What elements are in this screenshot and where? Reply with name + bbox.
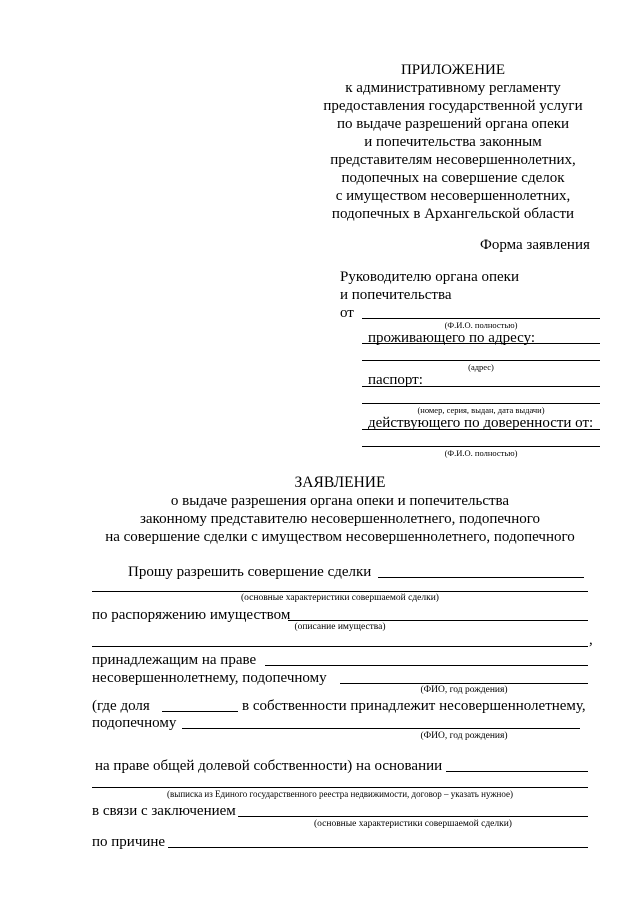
share-field-line[interactable] — [162, 711, 238, 712]
appendix-line: с имуществом несовершеннолетних, — [335, 188, 571, 204]
appendix-line: по выдаче разрешений органа опеки — [336, 116, 570, 132]
owned-text: принадлежащим на праве — [92, 652, 257, 668]
appendix-line: подопечных в Архангельской области — [331, 206, 575, 222]
basis-field-line-2[interactable] — [92, 787, 588, 788]
appendix-line: предоставления государственной услуги — [323, 98, 583, 114]
appendix-line: представителям несовершеннолетних, — [330, 152, 576, 168]
proxy-label: действующего по доверенности от: — [368, 415, 594, 431]
share-rest-text: в собственности принадлежит несовершеннолетнему, — [242, 698, 586, 714]
residing-label: проживающего по адресу: — [368, 330, 536, 346]
passport-label: паспорт: — [368, 372, 423, 388]
fio-caption: (Ф.И.О. полностью) — [444, 320, 518, 330]
appendix-heading: ПРИЛОЖЕНИЕ — [400, 62, 506, 78]
addressee-line: Руководителю органа опеки — [340, 269, 519, 285]
appendix-line: подопечных на совершение сделок — [341, 170, 565, 186]
share-open-text: (где доля — [92, 698, 150, 714]
ward-text: подопечному — [92, 715, 177, 731]
passport-field-line[interactable] — [362, 386, 600, 387]
minor-fio-field-line[interactable] — [340, 683, 588, 684]
statement-subtitle: законному представителю несовершеннолетнего, подопечного — [139, 511, 541, 527]
common-share-text: на праве общей долевой собственности) на основании — [95, 758, 443, 774]
residing-field-line[interactable] — [362, 343, 600, 344]
deal-caption-2: (основные характеристики совершаемой сделки) — [314, 819, 512, 829]
basis-field-line[interactable] — [446, 771, 588, 772]
appendix-line: к административному регламенту — [345, 80, 561, 96]
property-caption: (описание имущества) — [294, 622, 386, 632]
passport-field-line-2[interactable] — [362, 403, 600, 404]
deal-field-line[interactable] — [378, 577, 584, 578]
fio-caption-2: (Ф.И.О. полностью) — [444, 448, 518, 458]
address-caption: (адрес) — [468, 362, 494, 372]
in-connection-text: в связи с заключением — [92, 803, 236, 819]
proxy-field-line[interactable] — [362, 429, 600, 430]
property-field-line[interactable] — [288, 620, 588, 621]
property-field-line-2[interactable] — [92, 646, 588, 647]
addressee-line: и попечительства — [340, 287, 452, 303]
disposal-text: по распоряжению имуществом — [92, 607, 291, 623]
proxy-fio-field-line[interactable] — [362, 446, 600, 447]
fio-birth-caption-2: (ФИО, год рождения) — [420, 731, 508, 741]
fio-birth-caption: (ФИО, год рождения) — [420, 685, 508, 695]
fio-field-line[interactable] — [362, 318, 600, 319]
reason-field-line[interactable] — [168, 847, 588, 848]
passport-caption: (номер, серия, выдан, дата выдачи) — [417, 405, 545, 415]
request-text: Прошу разрешить совершение сделки — [128, 564, 372, 580]
ward-fio-field-line[interactable] — [182, 728, 580, 729]
from-label: от — [340, 305, 354, 321]
reason-text: по причине — [92, 834, 166, 850]
statement-title: ЗАЯВЛЕНИЕ — [294, 474, 386, 491]
address-field-line[interactable] — [362, 360, 600, 361]
minor-ward-text: несовершеннолетнему, подопечному — [92, 670, 327, 686]
comma: , — [589, 632, 593, 648]
form-label: Форма заявления — [480, 237, 590, 253]
statement-subtitle: на совершение сделки с имуществом несовершеннолетнего, подопечного — [105, 529, 575, 545]
registry-caption: (выписка из Единого государственного реестра недвижимости, договор – указать нужное) — [167, 789, 513, 799]
right-field-line[interactable] — [265, 665, 588, 666]
statement-subtitle: о выдаче разрешения органа опеки и попечительства — [170, 493, 510, 509]
appendix-line: и попечительства законным — [364, 134, 542, 150]
deal-caption: (основные характеристики совершаемой сделки) — [241, 593, 439, 603]
conclusion-field-line[interactable] — [238, 816, 588, 817]
deal-field-line-2[interactable] — [92, 591, 588, 592]
